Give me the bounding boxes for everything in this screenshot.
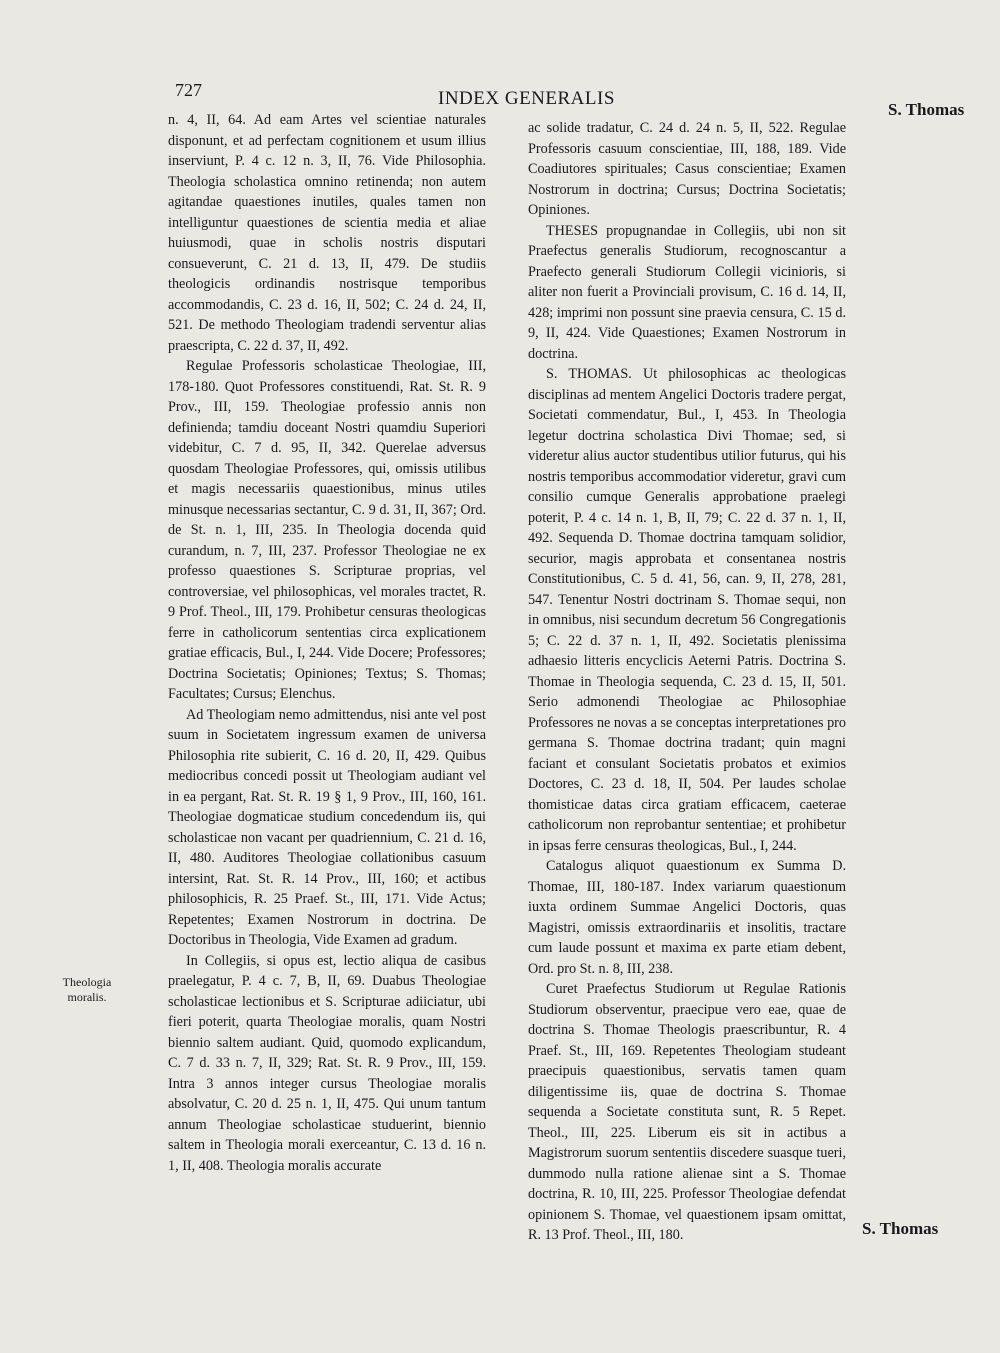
- right-paragraph-1: ac solide tradatur, C. 24 d. 24 n. 5, II, 522. Regulae Professoris casuum conscientiae, III, 188, 189. Vide Coadiutores spirituales; Casus conscientiae; Examen Nostrorum in doctrina; Cursus; Doctrina Societatis; Opiniones.: [528, 120, 846, 218]
- left-paragraph-2: Regulae Professoris scholasticae Theologiae, III, 178-180. Quot Professores constituendi, Rat. St. R. 9 Prov., III, 159. Theologiae professio annis non definienda; tamdiu doceant Nostri quamdiu Superiori videbitur, C. 7 d. 95, II, 342. Querelae adversus quosdam Theologiae Professores, qui, omissis utilibus et magis necessariis quaestionibus, minus utiles minusque necessarias sectantur, C. 9 d. 31, II, 367; Ord. de St. n. 1, III, 235. In Theologia docenda quid curandum, n. 7, III, 237. Professor Theologiae ne ex professo quaestiones S. Scripturae proprias, vel controversiae, vel philosophicas, vel morales tractet, R. 9 Prof. Theol., III, 179. Prohibetur censuras theologicas ferre in catholicorum sententias circa explicationem gratiae efficacis, Bul., I, 244. Vide Docere; Professores; Doctrina Societatis; Opiniones; Textus; S. Thomas; Facultates; Cursus; Elenchus.: [168, 358, 486, 702]
- left-paragraph-3: Ad Theologiam nemo admittendus, nisi ante vel post suum in Societatem ingressum examen de universa Philosophia rite subierit, C. 16 d. 20, II, 429. Quibus mediocribus concedi possit ut Theologiam audiant vel in ea pergant, Rat. St. R. 19 § 1, 9 Prov., III, 160, 161. Theologiae dogmaticae studium concedendum iis, qui scholasticae non vacant per quadriennium, C. 21 d. 16, II, 480. Auditores Theologiae collationibus casuum intersint, Rat. St. R. 14 Prov., III, 160; et actibus philosophicis, R. 25 Praef. St., III, 171. Vide Actus; Repetentes; Examen Nostrorum in doctrina. De Doctoribus in Theologia, Vide Examen ad gradum.: [168, 706, 486, 948]
- margin-note: [52, 975, 122, 1005]
- right-paragraph-2: THESES propugnandae in Collegiis, ubi non sit Praefectus generalis Studiorum, recognoscantur a Praefecto generali Studiorum Collegii vicinioris, si aliter non fuerit a Provinciali provisum, C. 16 d. 14, II, 428; imprimi non possunt sine praevia censura, C. 15 d. 9, II, 424. Vide Quaestiones; Examen Nostrorum in doctrina.: [528, 222, 846, 362]
- left-paragraph-4: In Collegiis, si opus est, lectio aliqua de casibus praelegatur, P. 4 c. 7, B, II, 69. Duabus Theologiae scholasticae lectionibus et S. Scripturae adiiciatur, ubi fieri poterit, quarta Theologiae moralis, quam Nostri biennio saltem audiant. Quid, quomodo explicandum, C. 7 d. 33 n. 7, II, 329; Rat. St. R. 9 Prov., III, 159. Intra 3 annos integer cursus Theologiae moralis absolvatur, C. 20 d. 25 n. 1, II, 475. Qui unum tantum annum Theologiae scholasticae studuerint, biennio saltem in Theologia morali exerceantur, C. 13 d. 16 n. 1, II, 408. Theologia moralis accurate: [168, 952, 486, 1174]
- margin-note-line-2: moralis.: [67, 990, 107, 1004]
- right-column: [528, 118, 846, 1246]
- left-column: [168, 110, 486, 1176]
- left-paragraph-1: n. 4, II, 64. Ad eam Artes vel scientiae naturales disponunt, et ad perfectam cognitionem et usum illius inserviunt, P. 4 c. 12 n. 3, II, 76. Vide Philosophia. Theologia scholastica omnino retinenda; non autem agitandae quaestiones inutiles, quales tamen non intelliguntur quaestiones de scientia media et aliae huiusmodi, quae in scholis nostris disputari consueverunt, C. 21 d. 13, II, 479. De studiis theologicis ordinandis nostrisque temporibus accommodandis, C. 23 d. 16, II, 502; C. 24 d. 24, II, 521. De methodo Theologiam tradendi serventur alias praescripta, C. 22 d. 37, II, 492.: [168, 112, 486, 354]
- running-head-top: S. Thomas: [888, 100, 965, 119]
- right-paragraph-3: S. THOMAS. Ut philosophicas ac theologicas disciplinas ad mentem Angelici Doctoris tradere pergat, Societati commendatur, Bul., I, 453. In Theologia legetur doctrina scholastica Divi Thomae; sed, si videretur alius auctor studentibus utilior futurus, qui his nostris temporibus accommodatior videretur, gravi cum consilio cumque Generalis approbatione praelegi poterit, P. 4 c. 14 n. 1, B, II, 79; C. 22 d. 37 n. 1, II, 492. Sequenda D. Thomae doctrina tamquam solidior, securior, magis approbata et consentanea nostris Constitutionibus, C. 5 d. 41, 56, can. 9, II, 278, 281, 547. Tenentur Nostri doctrinam S. Thomae sequi, non in omnibus, nisi secundum decretum 56 Congregationis 5; C. 22 d. 37 n. 1, II, 492. Societatis plenissima adhaesio litteris encyclicis Aeterni Patris. Doctrina S. Thomae in Theologia sequenda, C. 23 d. 15, II, 501. Serio admonendi Theologiae ac Philosophiae Professores ne novas a se conceptas interpretationes pro germana S. Thomae doctrina tradant; quin magni faciant et consulant Societatis probatos et eximios Doctores, C. 23 d. 18, II, 504. Per laudes scholae thomisticae datas circa gratiam efficacem, caeterae catholicorum non reprobantur sententiae; et prohibetur in ipsas ferre censuras theologicas, Bul., I, 244.: [528, 366, 846, 854]
- page-number: 727: [175, 80, 202, 100]
- running-head-bottom: S. Thomas: [862, 1219, 939, 1238]
- page-title: INDEX GENERALIS: [438, 88, 615, 109]
- right-paragraph-4: Catalogus aliquot quaestionum ex Summa D. Thomae, III, 180-187. Index variarum quaestionum iuxta ordinem Summae Angelici Doctoris, quas Magistri, omissis extraordinariis et insolitis, tractare cum laude possunt et maxima ex parte etiam debent, Ord. pro St. n. 8, III, 238.: [528, 858, 846, 977]
- margin-note-line-1: Theologia: [62, 975, 112, 989]
- right-paragraph-5: Curet Praefectus Studiorum ut Regulae Rationis Studiorum observentur, praecipue vero eae, quae de doctrina S. Thomae Theologis praescribuntur, R. 4 Praef. St., III, 169. Repetentes Theologiam studeant praecipuis quaestionibus, servatis tamen quam diligentissime iis, quae de doctrina S. Thomae sequenda a Societate constituta sunt, R. 5 Repet. Theol., III, 225. Liberum eis sit in actibus a Magistrorum suorum sententiis discedere suasque tueri, dummodo nulla ratione alienae sint a S. Thomae doctrina, R. 10, III, 225. Professor Theologiae defendat opinionem S. Thomae, vel quaestionem ipsam omittat, R. 13 Prof. Theol., III, 180.: [528, 981, 846, 1243]
